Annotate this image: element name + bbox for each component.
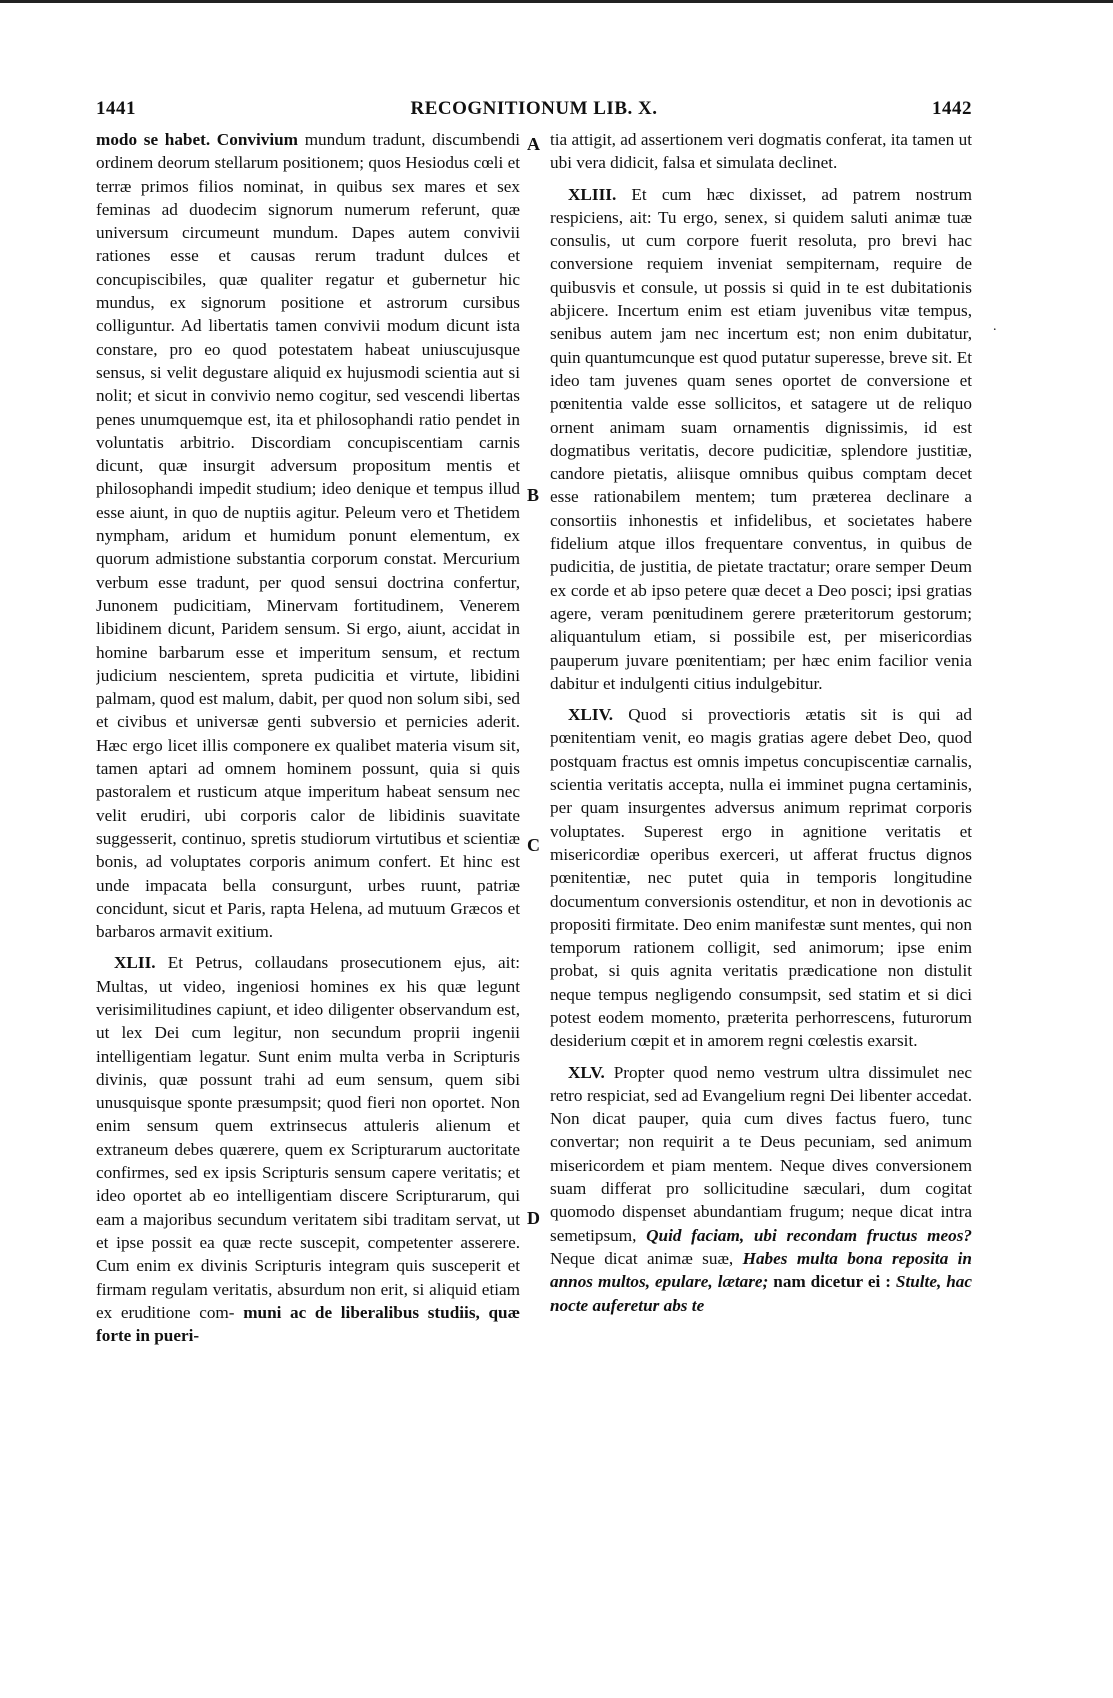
scripture-quote: Quid faciam, ubi recondam fructus meos? <box>646 1225 972 1245</box>
margin-letter-b: B <box>527 485 540 505</box>
section-number: XLIII. <box>568 184 617 204</box>
running-title: RECOGNITIONUM LIB. X. <box>410 98 658 119</box>
section-text: Propter quod nemo vestrum ultra dissimulet nec retro respiciat, sed ad Evangelium regni Dei libenter accedat. Non dicat pauper, quia cum dives factus fuero, tunc convertar; non requirit a te Deus pecuniam, sed animum misericordem et piam mentem. Neque dives conversionem suam differat pro sollicitudine sæculari, dum cogitat quomodo dispenset abundantiam frugum; neque dicat intra semetipsum, <box>550 1062 972 1245</box>
stray-dot: . <box>993 319 997 334</box>
section-text: Et cum hæc dixisset, ad patrem nostrum respiciens, ait: Tu ergo, senex, si quidem saluti animæ tuæ consulis, ut cum corpore fuerit resoluta, pro brevi hac conversione requiem inveniat sempiternam, require de quibusvis et consule, ut possis si quid in te est dubitationis abjicere. Incertum enim est etiam juvenibus vitæ tempus, senibus autem jam nec incertum est; non enim dubitatur, quin quantumcunque est quod putatur superesse, breve sit. Et ideo tam juvenes quam senes oportet de conversione et pœnitentia valde esse sollicitos, et satagere ut de reliquo ornent animam suam ornamentis dignissimis, id est dogmatibus veritatis, decore pudicitiæ, splendore justitiæ, candore pietatis, aliisque omnibus quibus comptam decet esse rationabilem mentem; tum præterea declinare a consortiis inhonestis et infidelibus, et societates habere fidelium atque illos frequentare conventus, in quibus de pudicitia, de justitia, de pietate tractatur; orare semper Deum ex corde et ab ipso petere quæ decet a Deo posci; ipsi gratias agere, veram pœnitudinem gerere præteritorum gestorum; aliquantulum etiam, si possibile est, per misericordias pauperum juvare pœnitentiam; per hæc enim facilior venia dabitur et indulgenti citius indulgebitur. <box>550 184 972 693</box>
right-column <box>550 128 972 1668</box>
left-column <box>96 128 520 1668</box>
section-text: Et Petrus, collaudans prosecutionem ejus, ait: Multas, ut video, ingeniosi homines ex his quæ legunt verisimilitudines capiunt, et ideo diligenter observandum est, ut lex Dei cum legitur, non secundum proprii ingenii intelligentiam legatur. Sunt enim multa verba in Scripturis divinis, quæ possunt trahi ad eum sensum, quem sibi unusquisque sponte præsumpsit; quod fieri non oportet. Non enim sensum quem extrinsecus attuleris alienum et extraneum debes quærere, quem ex Scripturarum auctoritate confirmes, sed ex ipsis Scripturis sensum capere veritatis; et ideo oportet ab eo intelligentiam discere Scripturarum, qui eam a majoribus secundum veritatem sibi traditam servat, ut et ipse possit ea quæ recte suscepit, competenter asserere. Cum enim ex divinis Scripturis integram quis susceperit et firmam regulam veritatis, absurdum non erit, si aliquid etiam ex eruditione com- <box>96 953 520 1322</box>
section-number: XLV. <box>568 1062 605 1082</box>
margin-letter-c: C <box>527 835 540 855</box>
bold-lead: modo se habet. Convivium <box>96 130 298 149</box>
page-number-right: 1442 <box>932 98 972 119</box>
section-text: nam dicetur ei : <box>768 1272 896 1292</box>
margin-letter-d: D <box>527 1208 540 1228</box>
paragraph-continuation <box>96 128 520 943</box>
paragraph-continuation: tia attigit, ad assertionem veri dogmatis conferat, ita tamen ut ubi vera didicit, falsa et simulata declinet. <box>550 130 972 173</box>
bold-tail: muni ac de liberalibus studiis, quæ forte in pueri- <box>96 1302 520 1346</box>
section-xlii <box>96 951 520 1347</box>
section-number: XLIV. <box>568 705 614 725</box>
section-xliii <box>550 183 972 696</box>
section-xlv <box>550 1061 972 1317</box>
section-text: Quod si provectioris ætatis sit is qui ad pœnitentiam venit, eo magis gratias agere debet Deo, quod postquam fractus est omnis impetus concupiscentiæ carnalis, scientia veritatis accepta, nulla ei imminet pugna certaminis, per quam insurgentes adversus animum reprimat corporis voluptates. Superest ergo in agnitione veritatis et misericordiæ operibus exerceri, ut afferat fructus dignos pœnitentiæ, nec putet quia in temporis longitudine documentum conversionis ostenditur, et non in devotionis ac propositi firmitate. Deo enim manifestæ sunt mentes, qui non temporum rationem colligit, sed animorum; ipse enim probat, si quis agnita veritatis prædicatione non distulit neque tempus negligendo consumpsit, sed statim et si dici potest eodem momento, præterita perhorrescens, futurorum desiderium cœpit et in amorem regni cœlestis exarsit. <box>550 705 972 1051</box>
top-rule <box>0 0 1113 3</box>
section-xliv <box>550 703 972 1052</box>
running-header <box>96 98 972 122</box>
scripture-quote: Stulte, hac nocte auferetur abs te <box>550 1272 972 1315</box>
paragraph-text: mundum tradunt, discumbendi ordinem deorum stellarum positionem; quos Hesiodus cœli et terræ primos filios nominat, in quibus sex mares et sex feminas ad duodecim signorum numerum referunt, quæ universum circumeunt mundum. Dapes autem convivii rationes esse et causas rerum tradunt dulces et concupiscibiles, quæ qualiter regatur et gubernetur hic mundus, ex signorum positione et astrorum cursibus colliguntur. Ad libertatis tamen convivii modum dicunt ista constare, pro eo quod potestatem habeat uniuscujusque sensus, si velit degustare aliquid ex hujusmodi scientia aut si nolit; et sicut in convivio nemo cogitur, sed vescendi libertas penes unumquemque est, ita et philosophandi ratio pendet in voluntatis arbitrio. Discordiam concupiscentiam carnis dicunt, quæ insurgit adversum propositum mentis et philosophandi impedit studium; ideo denique et tempus illud esse aiunt, in quo de nuptiis agitur. Peleum vero et Thetidem nympham, aridum et humidum ponunt elementum, ex quorum admistione substantia corporum constat. Mercurium verbum esse tradunt, per quod sensui doctrina confertur, Junonem pudicitiam, Minervam fortitudinem, Venerem libidinem dicunt, Paridem sensum. Si ergo, aiunt, accidat in homine barbarum esse et imperitum sensum, et rectum judicium nescientem, spreta pudicitia et virtute, libidini palmam, quod est malum, dabit, per quod non solum sibi, sed et civibus et universæ genti subversio et pernicies aderit. Hæc ergo licet illis componere ex qualibet materia visum sit, tamen aptari ad omnem hominem possunt, quia si quis pastoralem et rusticum atque imperitum habeat sensum nec velit erudiri, ubi corporis calor de libidinis suavitate suggesserit, continuo, spretis studiorum virtutibus et scientiæ bonis, ad voluptates corporis animum confert. Et hinc est unde impacata bella consurgunt, urbes ruunt, patriæ concidunt, sicut et Paris, rapta Helena, ad mutuum Græcos et barbaros armavit exitium. <box>96 130 520 942</box>
section-text: Neque dicat animæ suæ, <box>550 1248 743 1268</box>
page-number-left: 1441 <box>96 98 136 119</box>
scripture-quote: Habes multa bona reposita in annos multos, epulare, lætare; <box>550 1248 972 1292</box>
margin-letter-a: A <box>527 134 540 154</box>
section-number: XLII. <box>114 953 156 973</box>
